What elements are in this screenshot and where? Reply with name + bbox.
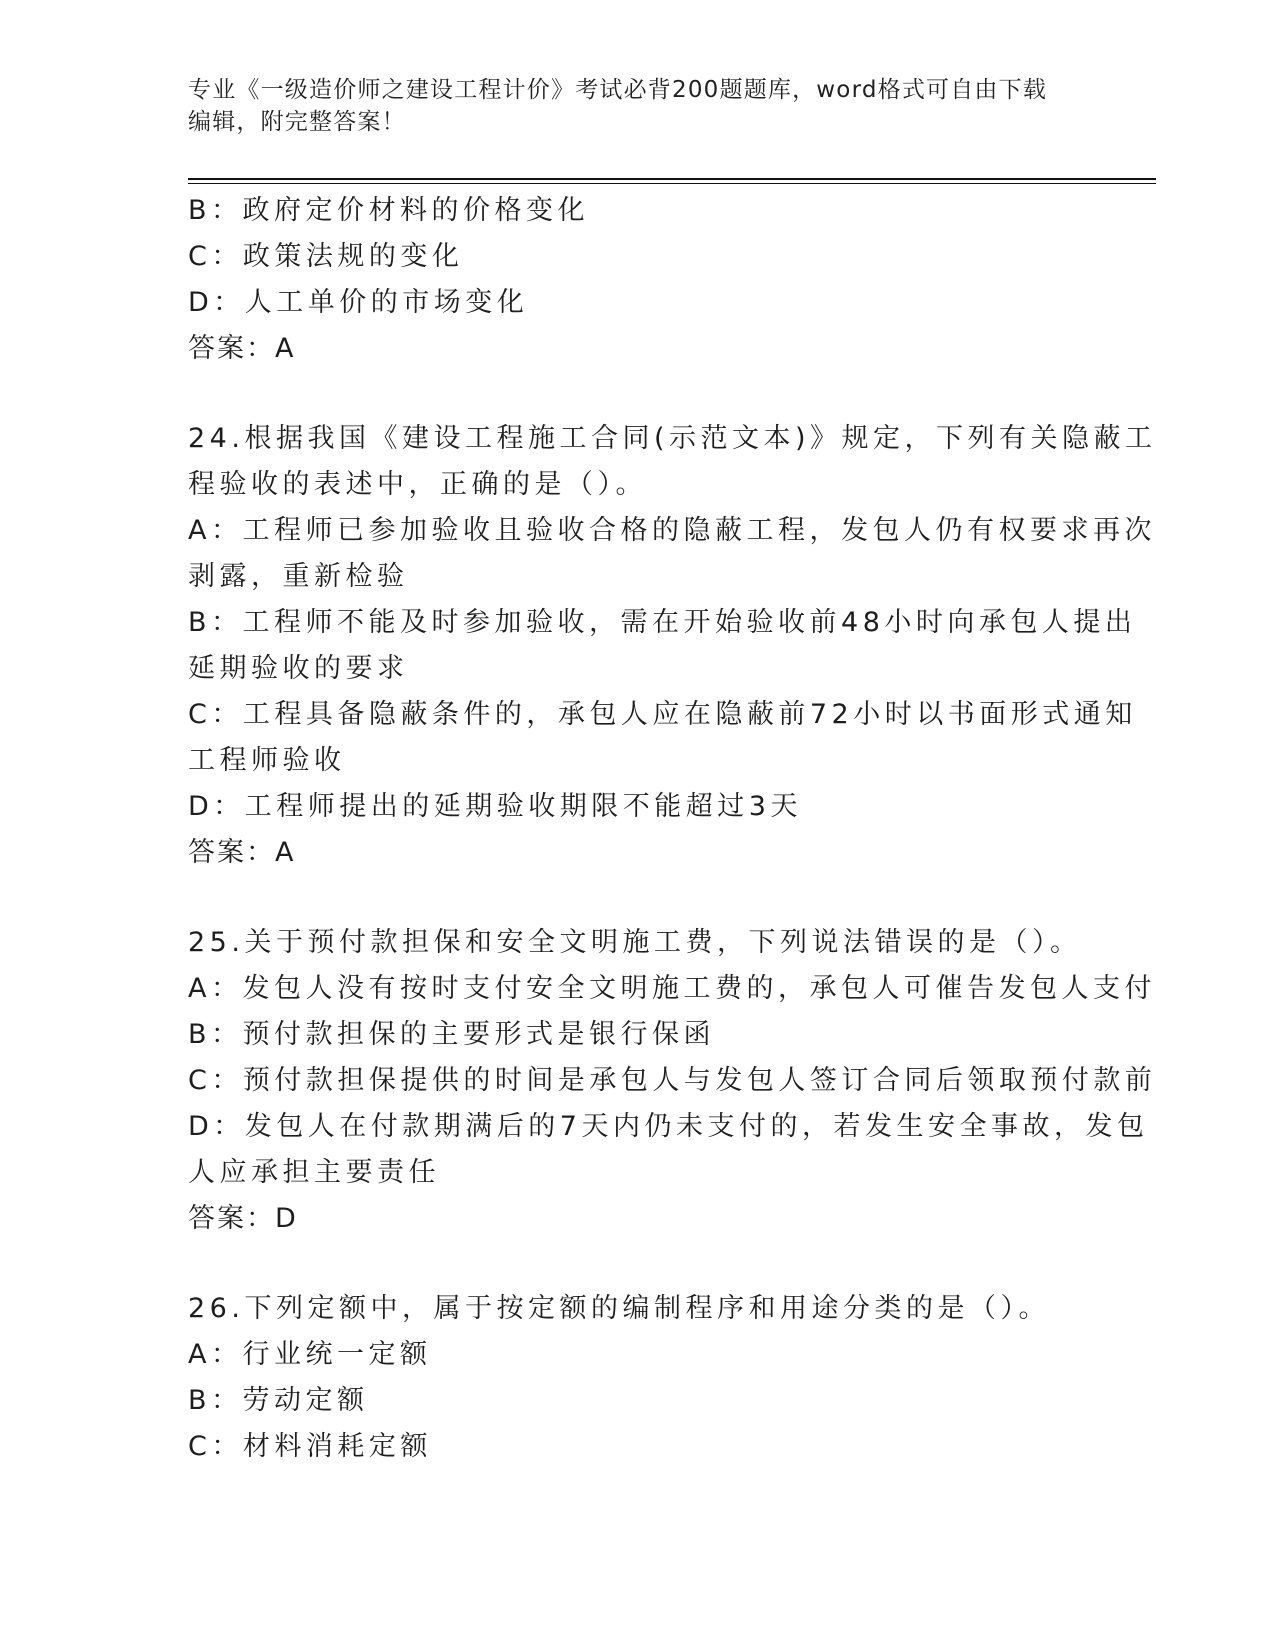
question-24 xyxy=(188,416,1157,876)
option-b: B：政府定价材料的价格变化 xyxy=(188,195,590,226)
spacer xyxy=(188,372,1088,416)
option-d-continued: 人应承担主要责任 xyxy=(188,1157,440,1188)
question-stem: 25.关于预付款担保和安全文明施工费，下列说法错误的是（）。 xyxy=(188,927,1082,958)
option-b-continued: 延期验收的要求 xyxy=(188,653,409,684)
header-rule-thick xyxy=(188,178,1156,180)
question-25 xyxy=(188,920,1157,1242)
option-a-continued: 剥露，重新检验 xyxy=(188,561,409,592)
answer: 答案：D xyxy=(188,1203,298,1234)
question-stem: 程验收的表述中，正确的是（）。 xyxy=(188,469,647,500)
answer: 答案：A xyxy=(188,333,296,364)
header-line-1: 专业《一级造价师之建设工程计价》考试必背200题题库，word格式可自由下载 xyxy=(188,77,1048,103)
question-stem: 26.下列定额中，属于按定额的编制程序和用途分类的是（）。 xyxy=(188,1293,1050,1324)
header-rule-thin xyxy=(188,183,1156,184)
question-26 xyxy=(188,1286,1088,1470)
option-b: B：劳动定额 xyxy=(188,1385,369,1416)
option-c: C：材料消耗定额 xyxy=(188,1431,432,1462)
option-c: C：政策法规的变化 xyxy=(188,241,464,272)
option-d: D：人工单价的市场变化 xyxy=(188,287,529,318)
option-c: C：预付款担保提供的时间是承包人与发包人签订合同后领取预付款前 xyxy=(188,1065,1157,1096)
question-stem: 24.根据我国《建设工程施工合同(示范文本)》规定，下列有关隐蔽工 xyxy=(188,423,1157,454)
option-b: B：工程师不能及时参加验收，需在开始验收前48小时向承包人提出 xyxy=(188,607,1137,638)
option-d: D：工程师提出的延期验收期限不能超过3天 xyxy=(188,791,802,822)
option-b: B：预付款担保的主要形式是银行保函 xyxy=(188,1019,716,1050)
option-a: A：行业统一定额 xyxy=(188,1339,432,1370)
option-c-continued: 工程师验收 xyxy=(188,745,346,776)
header-line-2: 编辑，附完整答案！ xyxy=(188,109,406,135)
question-list xyxy=(188,188,1157,1470)
document-header xyxy=(188,74,1068,138)
question-23-continued xyxy=(188,188,1088,372)
option-d: D：发包人在付款期满后的7天内仍未支付的，若发生安全事故，发包 xyxy=(188,1111,1149,1142)
answer: 答案：A xyxy=(188,837,296,868)
option-a: A：发包人没有按时支付安全文明施工费的，承包人可催告发包人支付 xyxy=(188,973,1156,1004)
option-a: A：工程师已参加验收且验收合格的隐蔽工程，发包人仍有权要求再次 xyxy=(188,515,1156,546)
option-c: C：工程具备隐蔽条件的，承包人应在隐蔽前72小时以书面形式通知 xyxy=(188,699,1137,730)
spacer xyxy=(188,1242,1088,1286)
spacer xyxy=(188,876,1088,920)
